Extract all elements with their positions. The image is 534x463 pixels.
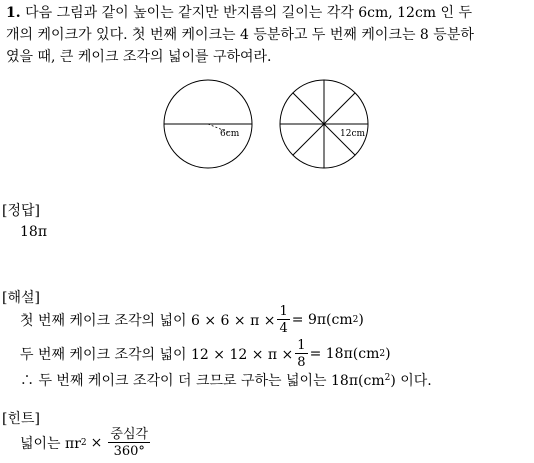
explanation-line-2: [20, 336, 391, 372]
small-cake-diagram: [164, 80, 252, 168]
exponent: 2: [80, 438, 87, 448]
question-line-2: 개의 케이크가 있다. 첫 번째 케이크는 4 등분하고 두 번째 케이크는 8 등분하: [6, 27, 474, 43]
fraction-central-angle: [108, 428, 150, 458]
hint-header: [힌트]: [2, 411, 40, 427]
explanation-line-3-suffix: ) 이다.: [390, 373, 432, 389]
explanation-line-2-prefix: 두 번째 케이크 조각의 넓이 12 × 12 × π ×: [20, 347, 294, 363]
fraction-denominator: 360°: [113, 444, 145, 459]
small-cake-radius-label: 6cm: [220, 129, 240, 139]
exponent: 2: [384, 373, 391, 383]
fraction-denominator: 8: [297, 355, 306, 370]
fraction-numerator: 1: [279, 304, 288, 319]
explanation-line-1: [20, 302, 364, 338]
exponent: 2: [352, 315, 359, 325]
explanation-line-1-prefix: 첫 번째 케이크 조각의 넓이 6 × 6 × π ×: [20, 313, 276, 329]
answer-header: [정답]: [2, 203, 40, 219]
fraction-one-eighth: [295, 339, 307, 369]
fraction-numerator: 중심각: [110, 427, 149, 442]
exponent: 2: [379, 349, 386, 359]
question-text-1: 다음 그림과 같이 높이는 같지만 반지름의 길이는 각각 6cm, 12cm 인 두: [25, 5, 473, 21]
fraction-one-quarter: [277, 305, 289, 335]
cake-figure: [158, 78, 378, 176]
explanation-line-2-result: = 18π(cm: [309, 346, 380, 362]
question-number: 1.: [6, 5, 21, 21]
question-line-1: [6, 2, 472, 22]
closing-paren: ): [385, 346, 391, 362]
question-line-3: 였을 때, 큰 케이크 조각의 넓이를 구하여라.: [6, 49, 272, 65]
times-sign: ×: [90, 435, 103, 451]
explanation-line-3: [20, 370, 432, 390]
fraction-numerator: 1: [297, 338, 306, 353]
explanation-line-1-result: = 9π(cm: [291, 312, 353, 328]
large-cake-radius-label: 12cm: [340, 129, 366, 139]
large-cake-diagram: [280, 80, 368, 168]
fraction-denominator: 4: [279, 321, 288, 336]
explanation-line-3-prefix: ∴ 두 번째 케이크 조각이 더 크므로 구하는 넓이는 18π(cm: [20, 373, 385, 389]
answer-value: 18π: [20, 224, 48, 240]
hint-prefix: 넓이는 πr: [20, 436, 81, 452]
hint-formula: [20, 424, 152, 462]
closing-paren: ): [358, 312, 364, 328]
explanation-header: [해설]: [2, 290, 40, 306]
